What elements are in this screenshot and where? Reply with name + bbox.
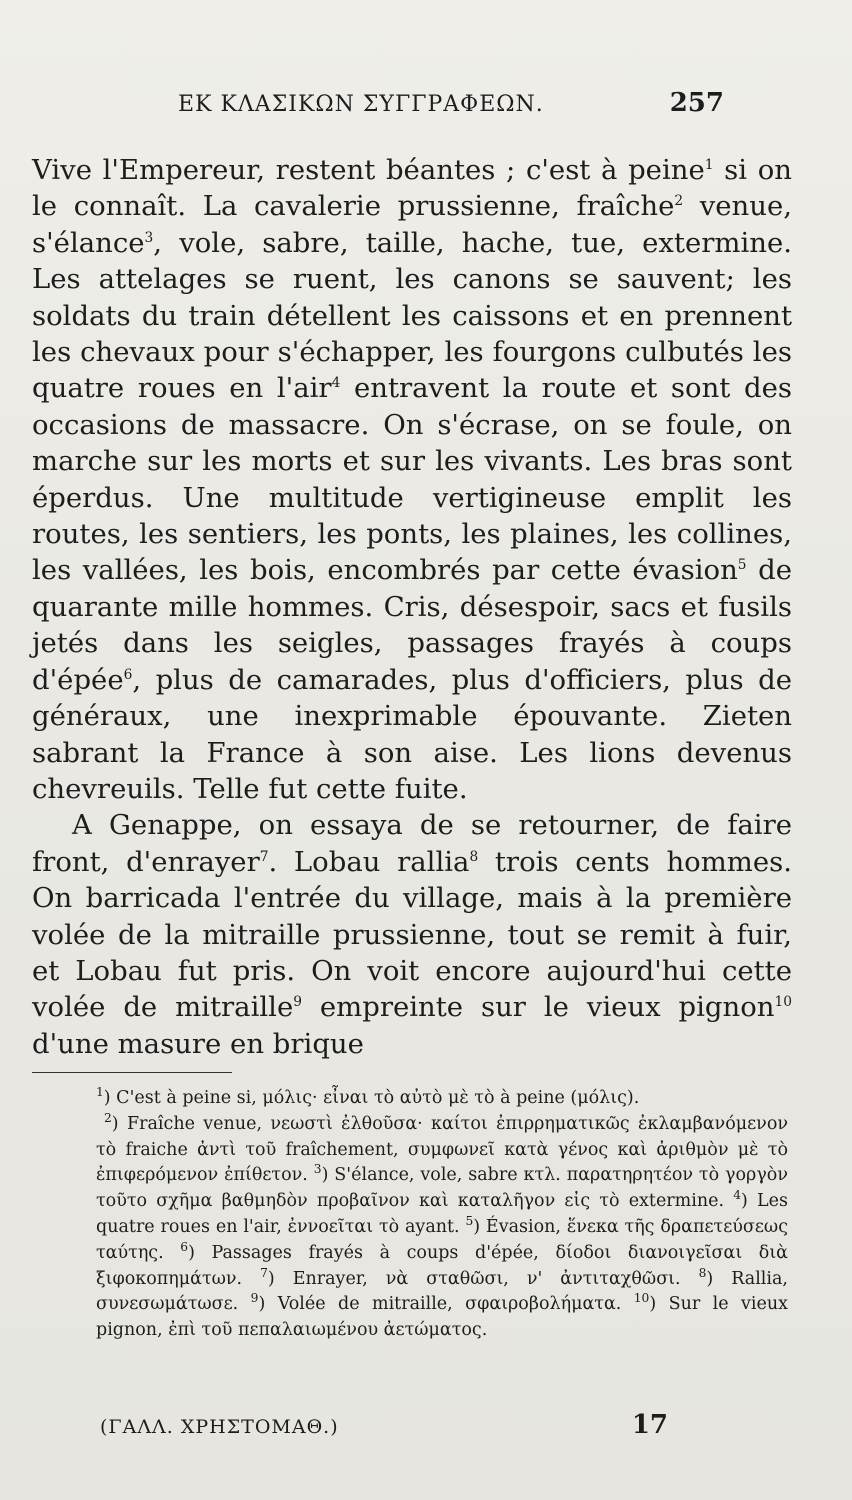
- note-marker: 1: [96, 1085, 104, 1100]
- note-marker: 7: [259, 848, 269, 865]
- paragraph-2: [32, 807, 792, 1062]
- note-marker: 6: [180, 1239, 189, 1254]
- text-run: ) Les quatre roues en l'air, ἐννοεῖται τὸ ayant.: [96, 1191, 788, 1237]
- text-run: ) Enrayer, νὰ σταθῶσι, ν' ἀντιταχθῶσι.: [267, 1268, 699, 1289]
- note-marker: 9: [250, 1291, 259, 1306]
- note-marker: 10: [774, 994, 793, 1011]
- text-run: , vole, sabre, taille, hache, tue, extermine. Les attelages se ruent, les canons se sauvent; les soldats du train détellent les caissons et en prennent les chevaux pour s'échapper, les fourgons culbutés les quatre roues en l'air: [32, 226, 792, 405]
- text-run: ) S'élance, vole, sabre κτλ. παρατηρητέον τὸ γοργὸν τοῦτο σχῆμα βαθμηδὸν προβαῖνον καὶ καταλῆγον εἰς τὸ extermine.: [96, 1165, 788, 1212]
- text-run: d'une masure en brique: [32, 1027, 364, 1060]
- text-run: si on le connaît. La cavalerie prussienne, fraîche: [32, 154, 792, 223]
- text-run: ) Sur le vieux pignon, ἐπὶ τοῦ πεπαλαιωμένου ἀετώματος.: [96, 1294, 788, 1341]
- text-run: ) Fraîche venue, νεωστὶ ἐλθοῦσα· καίτοι ἐπιρρηματικῶς ἐκλαμβανόμενον τὸ fraiche ἀντὶ τοῦ fraîchement, συμφωνεῖ κατὰ γένος καὶ ἀριθμὸν μὲ τὸ ἐπιφερόμενον ἐπίθετον.: [96, 1113, 788, 1186]
- text-run: ) Rallia, συνεσωμάτωσε.: [96, 1268, 788, 1315]
- note-marker: 1: [704, 156, 714, 173]
- note-marker: 9: [293, 994, 302, 1011]
- running-head: ΕΚ ΚΛΑΣΙΚΩΝ ΣΥΓΓΡΑΦΕΩΝ.: [178, 92, 544, 117]
- note-marker: 5: [465, 1214, 474, 1229]
- page-number: 257: [669, 88, 724, 118]
- text-run: Vive l'Empereur, restent béantes ; c'est à peine: [32, 154, 705, 186]
- footnote-rule: [32, 1072, 232, 1073]
- note-marker: 7: [260, 1265, 268, 1280]
- text-run: A Genappe, on essaya de se retourner, de faire front, d'enrayer: [32, 809, 792, 878]
- note-marker: 2: [674, 193, 684, 210]
- sheet-number: 17: [631, 1410, 668, 1440]
- signature-mark: (ΓΑΛΛ. ΧΡΗΣΤΟΜΑΘ.): [100, 1416, 339, 1438]
- paragraph-1: [32, 152, 792, 807]
- note-marker: 6: [123, 666, 133, 683]
- main-text: [32, 152, 792, 1062]
- note-marker: 10: [633, 1291, 650, 1306]
- text-run: venue, s'élance: [32, 190, 792, 259]
- note-marker: 8: [469, 848, 479, 865]
- text-run: empreinte sur le vieux pignon: [301, 991, 775, 1024]
- footnotes-2-10: [96, 1112, 788, 1344]
- text-run: trois cents hommes. On barricada l'entrée du village, mais à la première volée de la mitraille prussienne, tout se remit à fuir, et Lobau fut pris. On voit encore aujourd'hui cette volée de mitraille: [32, 845, 792, 1024]
- page-header: [150, 88, 724, 128]
- text-run: ) Évasion, ἕνεκα τῆς δραπετεύσεως ταύτης.: [96, 1216, 788, 1263]
- note-marker: 8: [698, 1265, 707, 1280]
- page-footer: [100, 1410, 668, 1444]
- note-marker: 3: [313, 1162, 322, 1177]
- text-run: ) Passages frayés à coups d'épée, δίοδοι διανοιγεῖσαι διὰ ξιφοκοπημάτων.: [96, 1242, 788, 1289]
- footnote-1: [96, 1086, 788, 1112]
- text-run: . Lobau rallia: [268, 845, 470, 878]
- note-marker: 3: [144, 229, 154, 246]
- note-marker: 5: [737, 557, 747, 574]
- footnotes: [96, 1086, 788, 1344]
- note-marker: 4: [733, 1188, 742, 1203]
- text-run: ) Volée de mitraille, σφαιροβολήματα.: [258, 1294, 634, 1315]
- note-marker: 4: [331, 375, 341, 392]
- text-run: , plus de camarades, plus d'officiers, plus de généraux, une inexprimable épouvante. Zieten sabrant la France à son aise. Les lions devenus chevreuils. Telle fut cette fuite.: [32, 663, 792, 805]
- text-run: ) C'est à peine si, μόλις· εἶναι τὸ αὐτὸ μὲ τὸ à peine (μόλις).: [103, 1088, 640, 1108]
- text-run: entravent la route et sont des occasions de massacre. On s'écrase, on se foule, on marche sur les morts et sur les vivants. Les bras sont éperdus. Une multitude vertigineuse emplit les routes, les sentiers, les ponts, les plaines, les collines, les vallées, les bois, encombrés par cette évasion: [32, 372, 792, 587]
- text-run: de quarante mille hommes. Cris, désespoir, sacs et fusils jetés dans les seigles, passages frayés à coups d'épée: [32, 554, 792, 696]
- note-marker: 2: [104, 1110, 112, 1125]
